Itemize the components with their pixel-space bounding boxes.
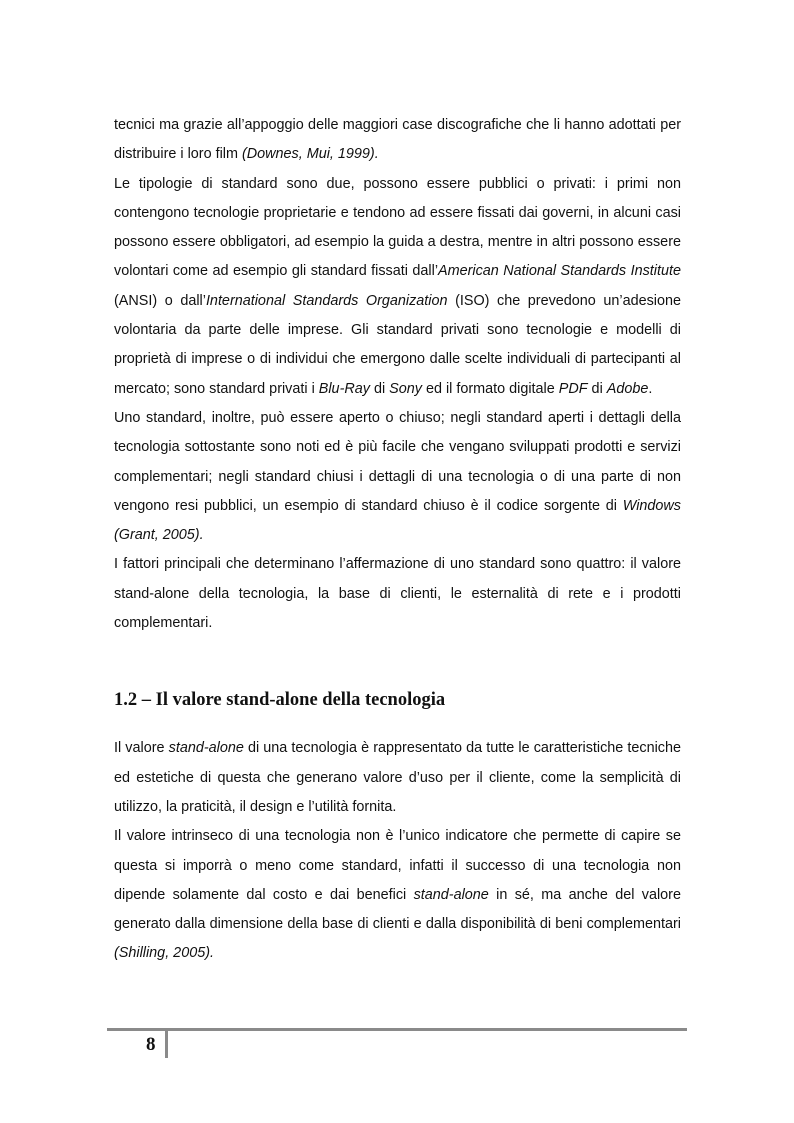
italic-text: International Standards Organization bbox=[205, 292, 448, 309]
paragraph bbox=[114, 404, 681, 550]
text-run: in sé, ma anche del valore generato dalla dimensione della base di clienti e dalla disponibilità di beni complementari bbox=[114, 886, 681, 933]
text-run: di bbox=[369, 380, 390, 397]
italic-text: Sony bbox=[389, 380, 422, 397]
text-run: di una tecnologia è rappresentato da tutte le caratteristiche tecniche ed estetiche di questa che generano valore d’uso per il cliente, come la semplicità di utilizzo, la praticità, il design e l’utilità fornita. bbox=[114, 740, 681, 815]
text-run: I fattori principali che determinano l’affermazione di uno standard sono quattro: il valore stand-alone della tecnologia, la base di clienti, le esternalità di rete e i prodotti complementari. bbox=[114, 556, 681, 632]
page-number: 8 bbox=[146, 1034, 156, 1055]
paragraphs-top bbox=[114, 111, 681, 638]
text-run: Le tipologie di standard sono due, possono essere pubblici o privati: i primi non contengono tecnologie proprietarie e tendono ad essere fissati dai governi, in alcuni casi possono essere obbligatori, ad esempio la guida a destra, mentre in altri possono essere volontari come ad esempio gli standard fissati dall’ bbox=[114, 175, 681, 280]
paragraph bbox=[114, 111, 681, 170]
paragraph bbox=[114, 170, 681, 404]
italic-text: Adobe bbox=[606, 380, 649, 397]
paragraph bbox=[114, 822, 681, 968]
body-text bbox=[114, 111, 681, 969]
italic-text: stand-alone bbox=[413, 886, 489, 903]
italic-text: PDF bbox=[558, 380, 588, 397]
text-run: (ISO) che prevedono un’adesione volontaria da parte delle imprese. Gli standard privati sono tecnologie e modelli di proprietà di imprese o di individui che emergono dalle scelte individuali di partecipanti al mercato; sono standard privati i bbox=[114, 292, 682, 397]
italic-text: (Shilling, 2005). bbox=[114, 945, 214, 962]
italic-text: American National Standards Institute bbox=[438, 263, 681, 280]
text-run: ed il formato digitale bbox=[421, 380, 559, 397]
paragraph bbox=[114, 550, 681, 638]
text-run: Il valore intrinseco di una tecnologia non è l’unico indicatore che permette di capire se questa si imporrà o meno come standard, infatti il successo di una tecnologia non dipende solamente dal costo e dai benefici bbox=[114, 828, 681, 903]
page-number-divider bbox=[165, 1031, 168, 1058]
text-run: (ANSI) o dall’ bbox=[114, 292, 206, 309]
text-run: Uno standard, inoltre, può essere aperto o chiuso; negli standard aperti i dettagli della tecnologia sottostante sono noti ed è più facile che vengano sviluppati prodotti e servizi complementari; negli standard chiusi i dettagli di una tecnologia o di una parte di non vengono resi pubblici, un esempio di standard chiuso è il codice sorgente di bbox=[114, 409, 681, 514]
text-run: tecnici ma grazie all’appoggio delle maggiori case discografiche che li hanno adottati per distribuire i loro film bbox=[114, 117, 681, 163]
italic-text: Windows (Grant, 2005). bbox=[114, 497, 681, 544]
italic-text: stand-alone bbox=[168, 740, 244, 757]
paragraph bbox=[114, 734, 681, 822]
spacer bbox=[114, 638, 681, 668]
text-run: Il valore bbox=[114, 740, 169, 757]
footer-rule bbox=[107, 1028, 687, 1031]
text-run: di bbox=[587, 380, 607, 397]
italic-text: Blu-Ray bbox=[318, 380, 370, 397]
italic-text: (Downes, Mui, 1999). bbox=[241, 146, 379, 163]
text-run: . bbox=[648, 380, 653, 397]
paragraphs-bottom bbox=[114, 734, 681, 968]
section-heading: 1.2 – Il valore stand-alone della tecnologia bbox=[114, 690, 446, 711]
